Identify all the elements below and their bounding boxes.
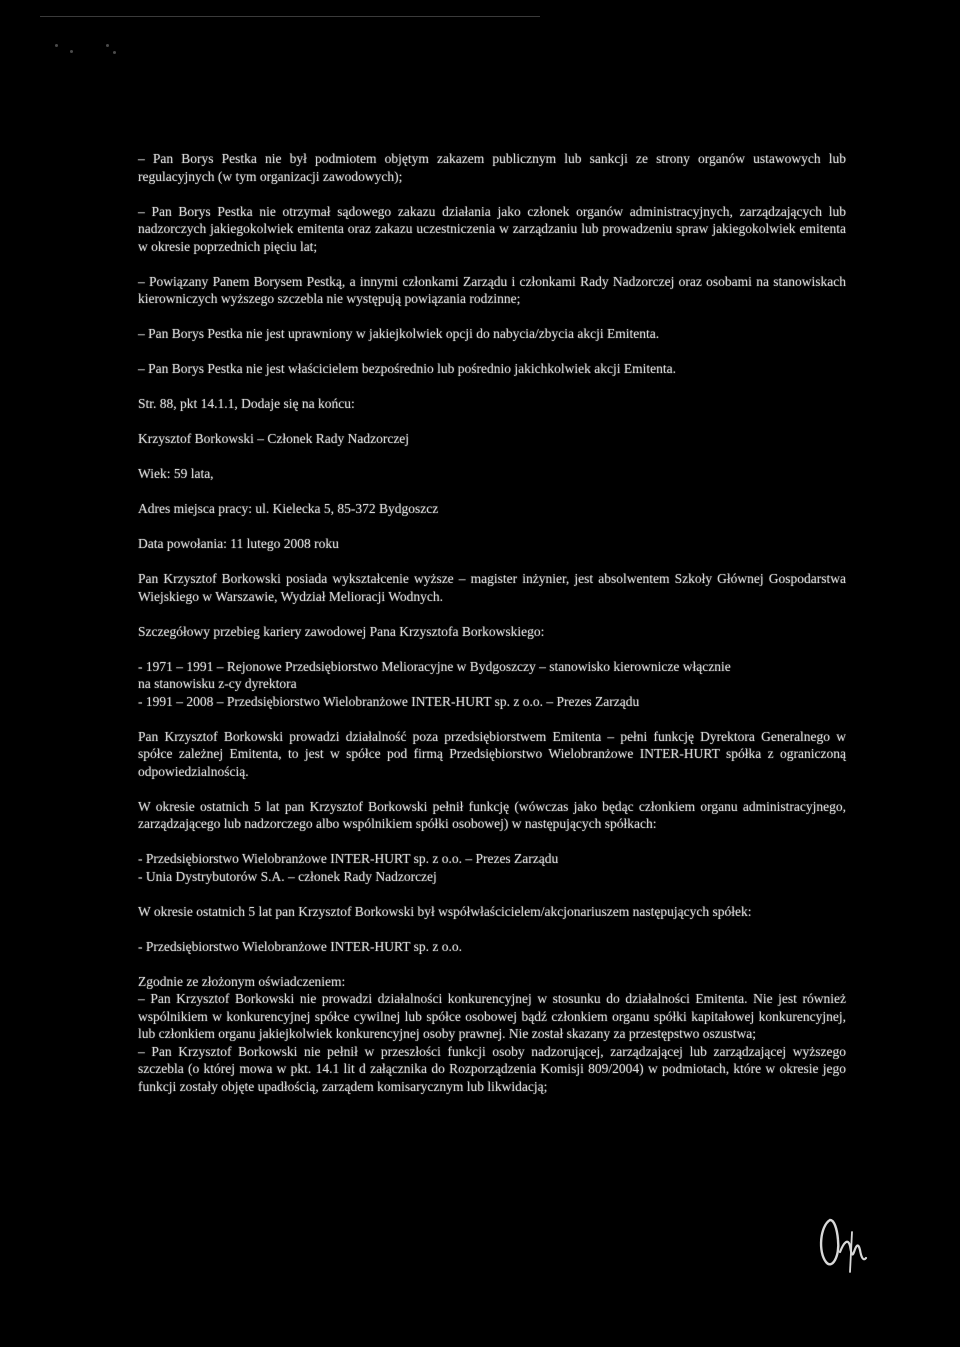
- roles-intro: W okresie ostatnich 5 lat pan Krzysztof Borkowski pełnił funkcję (wówczas jako będąc członkiem organu administracyjnego, zarządzającego lub nadzorczego albo wspólnikiem spółki osobowej) w następujących spółkach:: [138, 798, 846, 831]
- declaration-block: [138, 973, 846, 1096]
- paragraph-no-shares: – Pan Borys Pestka nie jest właścicielem bezpośrednio lub pośrednio jakichkolwiek akcji Emitenta.: [138, 361, 676, 376]
- list-item: - 1991 – 2008 – Przedsiębiorstwo Wielobranżowe INTER-HURT sp. z o.o. – Prezes Zarządu: [138, 693, 640, 709]
- shares-intro: W okresie ostatnich 5 lat pan Krzysztof Borkowski był współwłaścicielem/akcjonariuszem następujących spółek:: [138, 903, 752, 919]
- declaration-item: – Pan Krzysztof Borkowski nie prowadzi działalności konkurencyjnej w stosunku do działalności Emitenta. Nie jest również wspólnikiem w konkurencyjnej spółce cywilnej lub spółce osobowej bądź członkiem organu spółki kapitałowej konkurencyjnej, lub członkiem organu jakiejkolwiek konkurencyjnej osoby prawnej. Nie został skazany za przestępstwo oszustwa;: [138, 991, 846, 1041]
- scan-speck: [55, 44, 58, 47]
- scan-speck: [113, 51, 116, 54]
- declaration-header: Zgodnie ze złożonym oświadczeniem:: [138, 973, 346, 989]
- handwritten-signature-icon: [816, 1212, 872, 1274]
- education-paragraph: Pan Krzysztof Borkowski posiada wykształcenie wyższe – magister inżynier, jest absolwentem Szkoły Głównej Gospodarstwa Wiejskiego w Warszawie, Wydział Melioracji Wodnych.: [138, 571, 846, 604]
- activity-paragraph: Pan Krzysztof Borkowski prowadzi działalność poza przedsiębiorstwem Emitenta – pełni funkcję Dyrektora Generalnego w spółce zależnej Emitenta, to jest w spółce pod firmą Przedsiębiorstwo Wielobranżowe INTER-HURT spółka z ograniczoną odpowiedzialnością.: [138, 728, 846, 779]
- roles-list: [138, 850, 846, 885]
- list-item: - 1971 – 1991 – Rejonowe Przedsiębiorstwo Melioracyjne w Bydgoszczy – stanowisko kierownicze włącznie: [138, 658, 731, 674]
- paragraph-no-court-ban: – Pan Borys Pestka nie otrzymał sądowego zakazu działania jako członek organów administracyjnych, zarządzających lub nadzorczych jakiegokolwiek emitenta oraz zakazu uczestniczenia w zarządzaniu lub prowadzeniu spraw jakiegokolwiek emitenta w okresie poprzednich pięciu lat;: [138, 203, 846, 254]
- person-address: Adres miejsca pracy: ul. Kielecka 5, 85-372 Bydgoszcz: [138, 501, 439, 516]
- career-intro: Szczegółowy przebieg kariery zawodowej Pana Krzysztofa Borkowskiego:: [138, 623, 545, 639]
- paragraph-no-family-ties: – Powiązany Panem Borysem Pestką, a innymi członkami Zarządu i członkami Rady Nadzorczej oraz osobami na stanowiskach kierowniczych wyższego szczebla nie występują powiązania rodzinne;: [138, 273, 846, 306]
- list-item: na stanowisku z-cy dyrektora: [138, 676, 297, 691]
- header-rule: [40, 16, 540, 17]
- list-item: - Przedsiębiorstwo Wielobranżowe INTER-HURT sp. z o.o. – Prezes Zarządu: [138, 851, 559, 866]
- section-reference: Str. 88, pkt 14.1.1, Dodaje się na końcu:: [138, 396, 355, 411]
- shares-line: - Przedsiębiorstwo Wielobranżowe INTER-HURT sp. z o.o.: [138, 938, 462, 954]
- scan-speck: [106, 44, 109, 47]
- declaration-item: – Pan Krzysztof Borkowski nie pełnił w przeszłości funkcji osoby nadzorującej, zarządzającej lub zarządzającej wyższego szczebla (o której mowa w pkt. 14.1 lit d załącznika do Rozporządzenia Komisji 809/2004) w podmiotach, które w okresie jego funkcji zostały objęte upadłością, zarządem komisarycznym lub likwidacją;: [138, 1043, 846, 1094]
- document-body: [138, 150, 846, 1095]
- scan-speck: [70, 50, 73, 53]
- paragraph-no-options: – Pan Borys Pestka nie jest uprawniony w jakiejkolwiek opcji do nabycia/zbycia akcji Emitenta.: [138, 326, 660, 341]
- career-list: [138, 658, 846, 711]
- person-age: Wiek: 59 lata,: [138, 466, 214, 481]
- list-item: - Unia Dystrybutorów S.A. – członek Rady Nadzorczej: [138, 868, 437, 884]
- paragraph-no-sanctions: – Pan Borys Pestka nie był podmiotem objętym zakazem publicznym lub sankcji ze strony organów ustawowych lub regulacyjnych (w tym organizacji zawodowych);: [138, 151, 846, 184]
- person-header: Krzysztof Borkowski – Członek Rady Nadzorczej: [138, 431, 410, 446]
- appointment-date: Data powołania: 11 lutego 2008 roku: [138, 536, 339, 551]
